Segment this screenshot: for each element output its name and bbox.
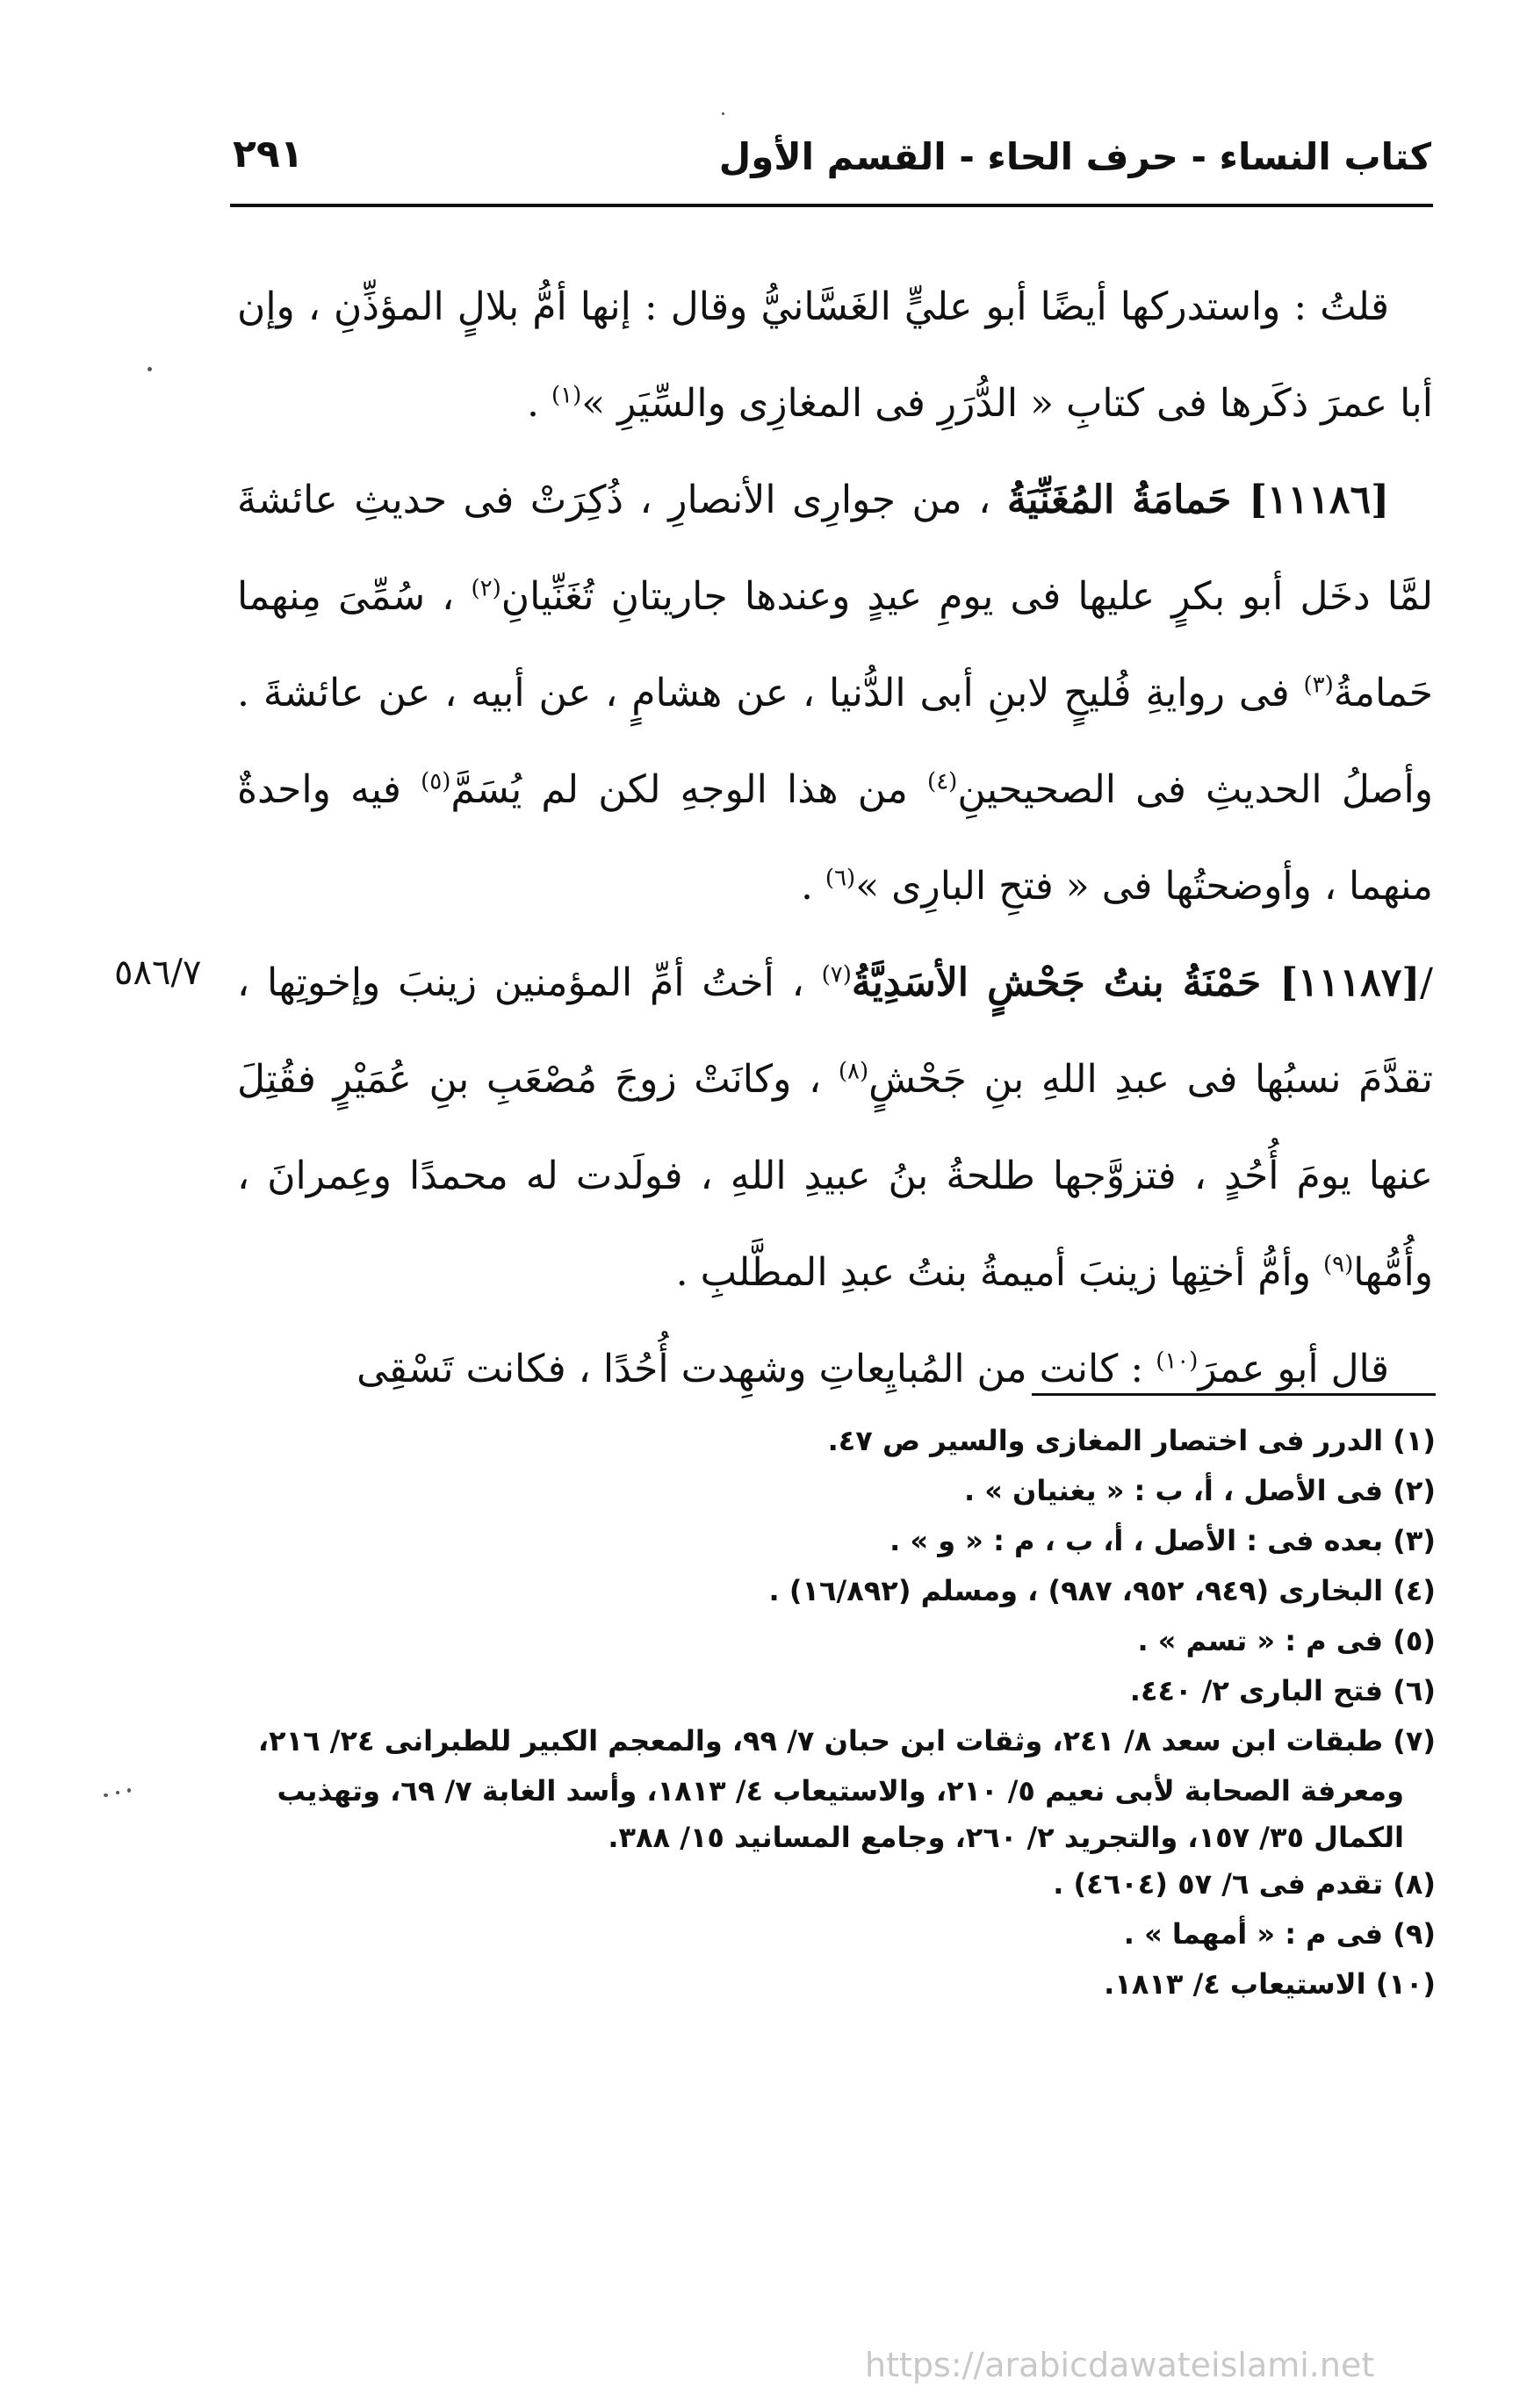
footnote-3: (٣) بعده فى : الأصل ، أ، ب ، م : « و » .	[889, 1524, 1436, 1557]
footnotes	[237, 1418, 1436, 2011]
footnote-7-cont-1: ومعرفة الصحابة لأبى نعيم ٥/ ٢١٠، والاستيعاب ٤/ ١٨١٣، وأسد الغابة ٧/ ٦٩، وتهذيب	[277, 1774, 1404, 1808]
scan-speck	[148, 367, 152, 371]
running-title: كتاب النساء - حرف الحاء - القسم الأول	[718, 135, 1431, 178]
footnote-2: (٢) فى الأصل ، أ، ب : « يغنيان » .	[963, 1474, 1436, 1507]
footnote-7-cont-2: الكمال ٣٥/ ١٥٧، والتجريد ٢/ ٢٦٠، وجامع المسانيد ١٥/ ٣٨٨.	[608, 1821, 1404, 1854]
paragraph-entry-11186	[237, 452, 1433, 935]
footnote-10: (١٠) الاستيعاب ٤/ ١٨١٣.	[1104, 1967, 1436, 2001]
scan-speck	[127, 1788, 131, 1793]
footnote-divider	[1032, 1393, 1436, 1396]
text-run: ، من جوارِى الأنصارِ ، ذُكِرَتْ فى حديثِ عائشةَ لمَّا دخَل أبو بكرٍ عليها فى يومِ عيدٍ وعندها جاريتانِ تُغَنِّيانِ	[237, 478, 1433, 619]
text-run: وأمُّ أختِها زينبَ أميمةُ بنتُ عبدِ المطَّلبِ .	[675, 1250, 1323, 1295]
header-divider	[230, 204, 1433, 207]
entry-number: [١١١٨٧]	[1279, 960, 1421, 1005]
text-run: ، أختُ أمِّ المؤمنين زينبَ وإخوتِها ، تقدَّمَ نسبُها فى عبدِ اللهِ بنِ جَحْشٍ	[237, 960, 1434, 1102]
text-run: ، وكانَتْ زوجَ مُصْعَبِ بنِ عُمَيْرٍ فقُتِلَ عنها يومَ أُحُدٍ ، فتزوَّجها طلحةُ بنُ عبيدِ اللهِ ، فولَدت له محمدًا وعِمرانَ ، وأُمُّها	[237, 1057, 1433, 1295]
scan-speck	[116, 1791, 119, 1794]
text-run: ، سُمِّىَ مِنهما حَمامةُ	[237, 574, 1433, 715]
text-run: قال أبو عمرَ	[1198, 1347, 1389, 1391]
text-run: .	[526, 381, 551, 426]
scan-speck	[722, 112, 724, 115]
text-run: .	[800, 864, 825, 909]
footnote-6: (٦) فتح البارى ٢/ ٤٤٠.	[1129, 1674, 1436, 1707]
paragraph-4	[237, 1321, 1433, 1418]
footnote-ref: (٩)	[1322, 1251, 1354, 1278]
entry-number: [١١١٨٦]	[1249, 478, 1390, 522]
footnote-4: (٤) البخارى (٩٤٩، ٩٥٢، ٩٨٧) ، ومسلم (١٦/٨٩٢) .	[768, 1574, 1436, 1607]
watermark: https://arabicdawateislami.net	[865, 2346, 1375, 2384]
text-run: قلتُ : واستدركها أيضًا أبو عليٍّ الغَسَّانيُّ وقال : إنها أمُّ بلالٍ المؤذِّنِ ، وإن أبا عمرَ ذكَرها فى كتابِ « الدُّرَرِ فى المغازِى والسِّيَرِ »	[237, 284, 1433, 426]
footnote-5: (٥) فى م : « تسم » .	[1137, 1624, 1436, 1657]
page-number: ٢٩١	[233, 132, 304, 176]
footnote-7: (٧) طبقات ابن سعد ٨/ ٢٤١، وثقات ابن حبان ٧/ ٩٩، والمعجم الكبير للطبرانى ٢٤/ ٢١٦،	[257, 1724, 1436, 1757]
footnote-9: (٩) فى م : « أمهما » .	[1123, 1917, 1436, 1951]
footnote-ref: (٥)	[421, 768, 451, 795]
text-run: فى روايةِ فُليحٍ لابنِ أبى الدُّنيا ، عن هشامٍ ، عن أبيه ، عن عائشةَ . وأصلُ الحديثِ فى الصحيحينِ	[237, 671, 1433, 812]
entry-name: حَمامَةُ المُغَنِّيَةُ	[1006, 478, 1250, 522]
footnote-8: (٨) تقدم فى ٦/ ٥٧ (٤٦٠٤) .	[1053, 1867, 1436, 1901]
main-text	[237, 259, 1433, 1418]
footnote-1: (١) الدرر فى اختصار المغازى والسير ص ٤٧.	[827, 1424, 1436, 1457]
text-run: من هذا الوجهِ لكن لم يُسَمَّ	[450, 767, 928, 812]
scan-speck	[104, 1793, 108, 1797]
volume-marker: /	[1420, 960, 1433, 1005]
footnote-ref: (٨)	[838, 1058, 869, 1085]
text-run: : كانت من المُبايِعاتِ وشهِدت أُحُدًا ، فكانت تَسْقِى	[356, 1347, 1156, 1391]
text-run: فيه واحدةٌ منهما ، وأوضحتُها فى « فتحِ البارِى »	[237, 767, 1433, 909]
entry-name: حَمْنَةُ بنتُ جَحْشٍ الأسَدِيَّةُ	[851, 960, 1280, 1005]
footnote-ref: (١٠)	[1156, 1348, 1199, 1375]
footnote-ref: (٤)	[927, 768, 958, 795]
paragraph-entry-11187	[237, 935, 1433, 1321]
footnote-ref: (٧)	[821, 961, 852, 988]
page-header	[233, 132, 1431, 202]
footnote-ref: (٦)	[825, 865, 856, 892]
footnote-ref: (١)	[551, 382, 582, 409]
footnote-ref: (٢)	[471, 575, 501, 602]
margin-reference: ٥٨٦/٧	[114, 952, 202, 993]
paragraph-1	[237, 259, 1433, 452]
footnote-ref: (٣)	[1303, 672, 1334, 699]
